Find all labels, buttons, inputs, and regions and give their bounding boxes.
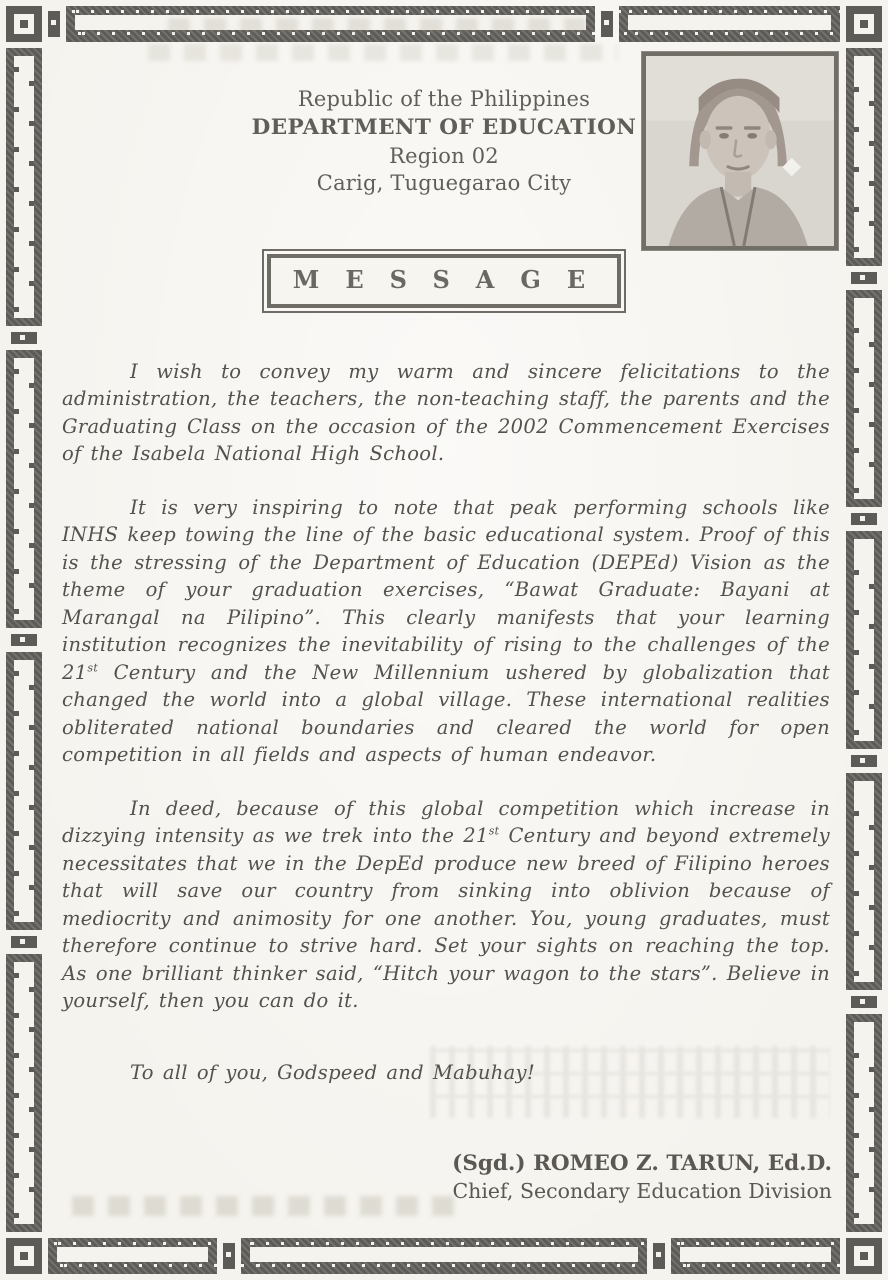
portrait-photo-image	[646, 56, 834, 246]
border-segment	[48, 1238, 217, 1274]
border-knot	[851, 513, 877, 525]
paragraph-3-text: In deed, because of this global competition which increase in dizzying intensity as we trek into the 21	[62, 796, 830, 848]
border-knot	[653, 1243, 665, 1269]
paragraph-2	[62, 494, 830, 769]
border-segment	[846, 531, 882, 749]
paragraph-2-text: Century and the New Millennium ushered by globalization that changed the world into a global village. These international realities obliterated national boundaries and cleared the world for open competition in all fields and aspects of human endeavor.	[62, 660, 830, 767]
paragraph-1: I wish to convey my warm and sincere felicitations to the administration, the teachers, the non-teaching staff, the parents and the Graduating Class on the occasion of the 2002 Commencement Exercises of the Isabela National High School.	[62, 359, 830, 466]
closing-line: To all of you, Godspeed and Mabuhay!	[130, 1060, 535, 1084]
letterhead-line-republic: Republic of the Philippines	[297, 87, 591, 111]
signatory-title: Chief, Secondary Education Division	[452, 1179, 832, 1204]
paragraph-3-text: Century and beyond extremely necessitates that we in the DepEd produce new breed of Filipino heroes that will save our country from sinking into oblivion because of mediocrity and animosity for one another. You, young graduates, must therefore continue to strive hard. Set your sights on reaching the top. As one brilliant thinker said, “Hitch your wagon to the stars”. Believe in yourself, then you can do it.	[62, 824, 830, 1013]
ordinal-superscript: st	[488, 824, 500, 838]
border-edge-bottom	[6, 1238, 882, 1274]
border-segment	[241, 1238, 647, 1274]
border-edge-left	[6, 48, 42, 1232]
border-segment	[6, 652, 42, 930]
border-knot	[223, 1243, 235, 1269]
border-segment	[846, 1014, 882, 1232]
message-title-box	[267, 254, 621, 307]
portrait-photo	[642, 52, 838, 250]
letterhead-line-region: Region 02	[389, 143, 499, 168]
letterhead-line-city: Carig, Tuguegarao City	[316, 171, 572, 196]
border-corner	[6, 1238, 42, 1274]
border-knot	[11, 936, 37, 948]
signature-block	[0, 1150, 832, 1205]
message-title: MESSAGE	[292, 265, 612, 295]
paragraph-2-text: It is very inspiring to note that peak performing schools like INHS keep towing the line of the basic educational system. Proof of this is the stressing of the Department of Education (DEPEd) Vision as the theme of your graduation exercises, “Bawat Graduate: Bayani at Marangal na Pilipino”. This clearly manifests that your learning institution recognizes the inevitability of rising to the challenges of the 21	[62, 495, 830, 684]
paragraph-3	[62, 795, 830, 1015]
letterhead-line-department: DEPARTMENT OF EDUCATION	[251, 114, 637, 140]
border-knot	[851, 272, 877, 284]
border-segment	[846, 290, 882, 508]
border-segment	[6, 350, 42, 628]
signatory-name: (Sgd.) ROMEO Z. TARUN, Ed.D.	[452, 1151, 832, 1177]
border-segment	[671, 1238, 840, 1274]
border-edge-right	[846, 48, 882, 1232]
message-body	[62, 358, 830, 1087]
ordinal-superscript: st	[87, 661, 99, 675]
border-segment	[846, 773, 882, 991]
border-knot	[851, 755, 877, 767]
border-knot	[851, 996, 877, 1008]
border-corner	[846, 1238, 882, 1274]
border-knot	[11, 634, 37, 646]
border-knot	[11, 332, 37, 344]
